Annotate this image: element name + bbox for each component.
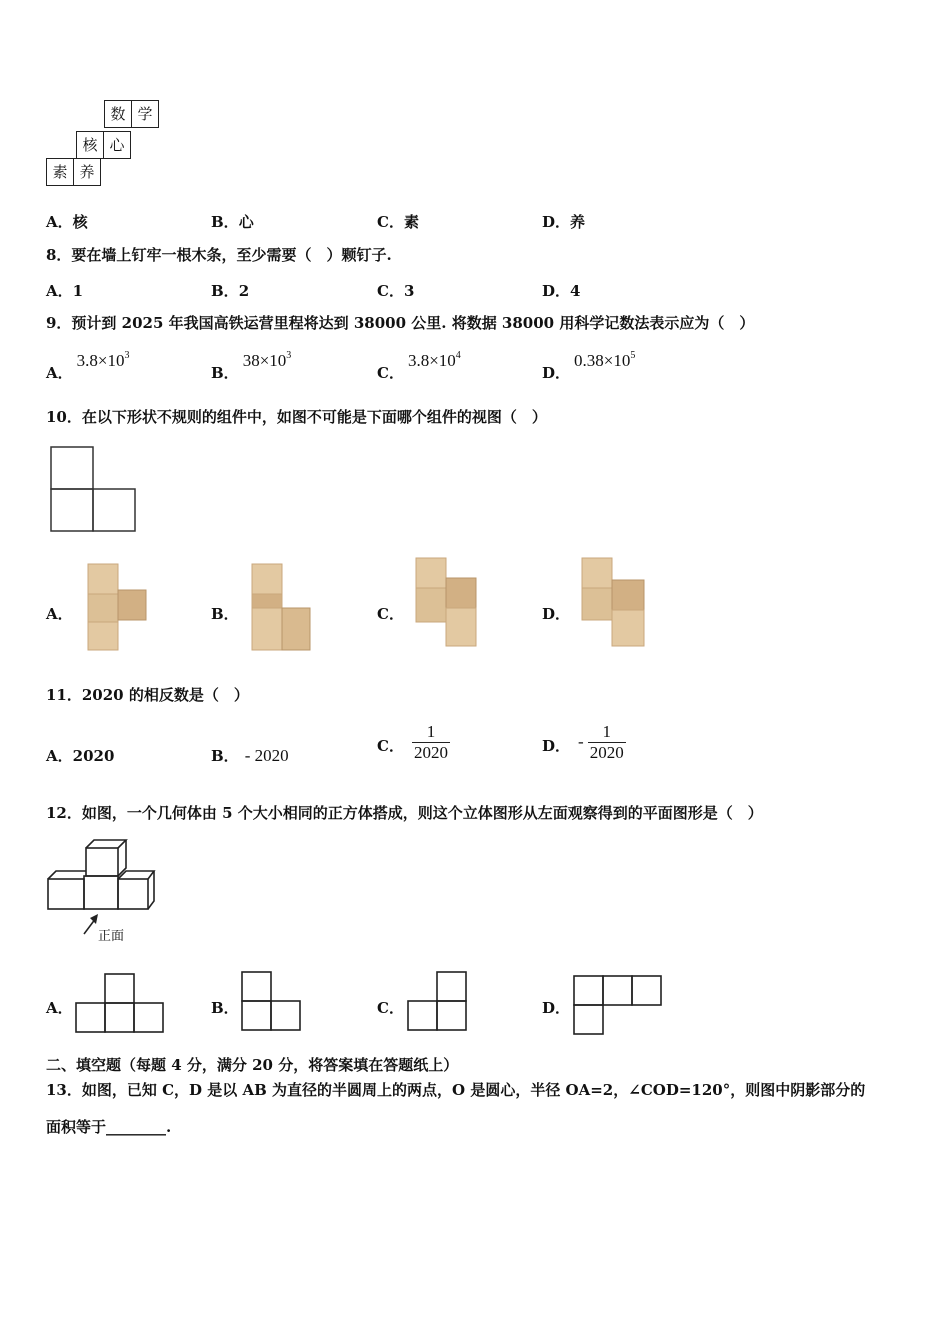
option-letter: D．: [542, 282, 571, 300]
q11-option-d[interactable]: [542, 722, 626, 763]
q10-option-b-label[interactable]: B．: [211, 605, 239, 623]
q7-option-d[interactable]: [542, 211, 585, 232]
q9-option-a[interactable]: [46, 350, 130, 382]
grid-cell: 心: [103, 131, 131, 159]
option-letter: A．: [46, 282, 73, 300]
option-letter: C．: [377, 282, 404, 300]
q10-option-a-label[interactable]: A．: [46, 605, 73, 623]
option-math: $3.8\times 10^4$: [407, 350, 461, 370]
grid-cell: 养: [73, 158, 101, 186]
option-text: 3: [403, 282, 415, 300]
option-letter: C．: [377, 364, 404, 382]
option-fraction: $\frac{1}{2020}$: [589, 722, 624, 762]
q9-option-c[interactable]: [377, 350, 461, 382]
q10-option-b-block-image: [248, 562, 314, 654]
q12-option-c-label[interactable]: C．: [377, 999, 404, 1017]
option-fraction: $\frac{1}{2020}$: [413, 722, 448, 762]
option-text: 心: [238, 213, 254, 231]
q12-option-c-figure: [406, 970, 470, 1034]
option-letter: B．: [211, 282, 239, 300]
q10-option-d-label[interactable]: D．: [542, 605, 571, 623]
q11-option-c[interactable]: [377, 722, 450, 763]
q8-option-c[interactable]: [377, 280, 414, 301]
option-sign: -: [578, 731, 584, 751]
front-label: 正面: [98, 929, 125, 944]
q7-option-c[interactable]: [377, 211, 419, 232]
grid-cell: 学: [131, 100, 159, 128]
q9-option-b[interactable]: [211, 350, 292, 382]
option-letter: B．: [211, 364, 239, 382]
q8-option-d[interactable]: [542, 280, 580, 301]
q9-stem: 9．预计到 2025 年我国高铁运营里程将达到 38000 公里. 将数据 38000 用科学记数法表示应为（ ）: [46, 314, 755, 332]
q12-option-b-label[interactable]: B．: [211, 999, 239, 1017]
q11-option-a[interactable]: [46, 745, 114, 766]
q10-view-figure: [50, 446, 140, 536]
option-text: 2: [238, 282, 250, 300]
option-letter: D．: [542, 736, 571, 755]
q8-stem: 8．要在墙上钉牢一根木条，至少需要（ ）颗钉子.: [46, 246, 392, 264]
option-letter: B．: [211, 213, 239, 231]
q7-option-a[interactable]: [46, 211, 88, 232]
q12-option-d-label[interactable]: D．: [542, 999, 571, 1017]
section-heading: 二、填空题（每题 4 分，满分 20 分，将答案填在答题纸上）: [46, 1056, 459, 1074]
grid-cell: 核: [76, 131, 104, 159]
option-letter: C．: [377, 213, 404, 231]
q13-stem-line1: 13．如图，已知 C，D 是以 AB 为直径的半圆周上的两点，O 是圆心，半径 OA=2，∠COD=120°，则图中阴影部分的: [46, 1081, 866, 1099]
q10-option-c-label[interactable]: C．: [377, 605, 404, 623]
option-letter: B．: [211, 747, 239, 765]
option-letter: A．: [46, 213, 73, 231]
q11-stem: 11．2020 的相反数是（ ）: [46, 686, 249, 704]
q13-stem-line2: 面积等于________.: [46, 1118, 172, 1136]
q11-option-b[interactable]: [211, 745, 289, 766]
option-math: $3.8\times 10^3$: [76, 350, 130, 370]
option-text: 养: [570, 213, 586, 231]
option-letter: D．: [542, 364, 571, 382]
q9-option-d[interactable]: [542, 350, 636, 382]
q12-stem: 12．如图，一个几何体由 5 个大小相同的正方体搭成，则这个立体图形从左面观察得到的平面图形是（ ）: [46, 804, 763, 822]
option-text: 1: [72, 282, 84, 300]
q12-option-a-figure: [74, 972, 166, 1036]
q12-option-a-label[interactable]: A．: [46, 999, 73, 1017]
option-letter: A．: [46, 364, 73, 382]
q12-option-d-figure: [572, 974, 664, 1038]
q10-option-c-block-image: [414, 556, 480, 652]
q8-option-a[interactable]: [46, 280, 83, 301]
q10-stem: 10．在以下形状不规则的组件中，如图不可能是下面哪个组件的视图（ ）: [46, 408, 547, 426]
q8-option-b[interactable]: [211, 280, 249, 301]
q10-option-d-block-image: [580, 556, 650, 652]
q12-option-b-figure: [240, 970, 304, 1034]
option-text: 4: [570, 282, 581, 300]
option-math: $38\times 10^3$: [242, 350, 292, 370]
grid-cell: 素: [46, 158, 74, 186]
option-text: 核: [72, 213, 88, 231]
option-text: 素: [403, 213, 419, 231]
option-letter: A．: [46, 747, 73, 765]
option-text: 2020: [72, 747, 115, 765]
q7-option-b[interactable]: [211, 211, 254, 232]
option-math: - 2020: [244, 746, 289, 765]
q10-option-a-block-image: [84, 562, 150, 654]
option-letter: C．: [377, 736, 404, 755]
option-math: $0.38\times 10^5$: [574, 350, 636, 370]
grid-cell: 数: [104, 100, 132, 128]
option-letter: D．: [542, 213, 571, 231]
